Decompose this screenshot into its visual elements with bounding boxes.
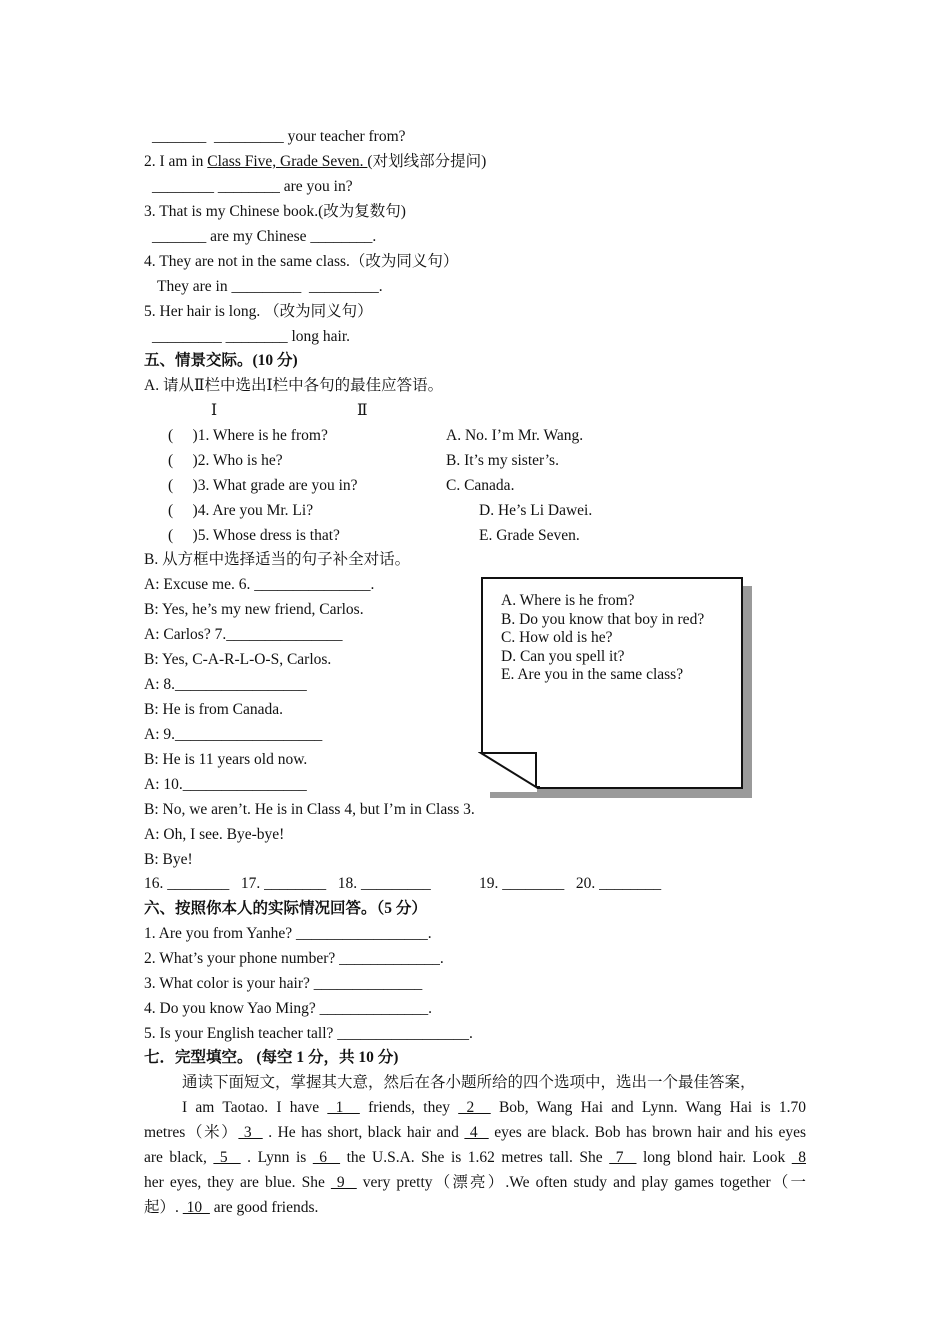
match-question-5: ( )5. Whose dress is that? <box>168 527 340 544</box>
box-option-c: C. How old is he? <box>501 629 613 646</box>
cloze-line-1: I am Taotao. I have 1 friends, they 2 Bob, Wang Hai and Lynn. Wang Hai is 1.70 <box>182 1099 807 1116</box>
section5-title: 五、情景交际。(10 分) <box>144 352 298 369</box>
match-question-1: ( )1. Where is he from? <box>168 427 328 444</box>
personal-question-4: 4. Do you know Yao Ming? ______________. <box>144 1000 433 1017</box>
match-answer-d: D. He’s Li Dawei. <box>479 502 593 519</box>
section5-a-instruction: A. 请从Ⅱ栏中选出Ⅰ栏中各句的最佳应答语。 <box>144 377 444 394</box>
rewrite-item-2-blank: ________ ________ are you in? <box>152 178 353 195</box>
dialogue-line: B: He is 11 years old now. <box>144 751 308 768</box>
rewrite-item-5-blank: _________ ________ long hair. <box>152 328 351 345</box>
dialogue-line: A: 10.________________ <box>144 776 307 793</box>
rewrite-line-1-blank: _______ _________ your teacher from? <box>152 128 406 145</box>
cloze-line-3: are black, 5 . Lynn is 6 the U.S.A. She is 1.62 metres tall. She 7 long blond hair. Look 8 <box>144 1149 807 1166</box>
match-answer-e: E. Grade Seven. <box>479 527 580 544</box>
rewrite-item-3-blank: _______ are my Chinese ________. <box>152 228 377 245</box>
rewrite-item-3: 3. That is my Chinese book.(改为复数句) <box>144 203 406 220</box>
column-2-header: Ⅱ <box>357 402 368 419</box>
dialogue-line: B: Bye! <box>144 851 193 868</box>
cloze-line-2: metres（米） 3 . He has short, black hair and 4 eyes are black. Bob has brown hair and his eyes <box>144 1124 807 1141</box>
rewrite-item-2: 2. I am in Class Five, Grade Seven. (对划线部分提问) <box>144 153 487 170</box>
rewrite-item-4: 4. They are not in the same class.（改为同义句） <box>144 253 459 270</box>
personal-question-1: 1. Are you from Yanhe? _________________. <box>144 925 432 942</box>
box-option-d: D. Can you spell it? <box>501 647 625 665</box>
box-fold-corner <box>478 749 542 793</box>
answer-line-19-20: 19. ________ 20. ________ <box>479 875 662 892</box>
cloze-line-4: her eyes, they are blue. She 9 very pretty（漂亮）.We often study and play games together（一 <box>144 1174 806 1191</box>
match-answer-c: C. Canada. <box>446 477 515 494</box>
dialogue-line: B: Yes, C-A-R-L-O-S, Carlos. <box>144 651 332 668</box>
dialogue-line: A: 9.___________________ <box>144 726 323 743</box>
box-option-e: E. Are you in the same class? <box>501 666 684 683</box>
section7-instruction: 通读下面短文，掌握其大意，然后在各小题所给的四个选项中，选出一个最佳答案， <box>182 1074 756 1091</box>
box-option-b: B. Do you know that boy in red? <box>501 610 705 628</box>
dialogue-line: A: 8._________________ <box>144 676 307 693</box>
personal-question-2: 2. What’s your phone number? _____________. <box>144 950 444 967</box>
cloze-line-5: 起）. 10 are good friends. <box>144 1199 319 1216</box>
box-option-a: A. Where is he from? <box>501 592 635 609</box>
section5-b-instruction: B. 从方框中选择适当的句子补全对话。 <box>144 551 411 568</box>
rewrite-item-4-blank: They are in _________ _________. <box>157 278 383 295</box>
section7-title: 七．完型填空。 (每空 1 分，共 10 分) <box>144 1049 399 1066</box>
dialogue-line: B: He is from Canada. <box>144 701 284 718</box>
match-question-2: ( )2. Who is he? <box>168 452 283 469</box>
dialogue-line: A: Carlos? 7._______________ <box>144 626 343 643</box>
match-answer-a: A. No. I’m Mr. Wang. <box>446 427 584 444</box>
column-1-header: Ⅰ <box>211 402 218 419</box>
match-answer-b: B. It’s my sister’s. <box>446 452 559 469</box>
dialogue-line: B: Yes, he’s my new friend, Carlos. <box>144 601 364 618</box>
dialogue-line: A: Oh, I see. Bye-bye! <box>144 826 285 843</box>
rewrite-item-5: 5. Her hair is long. （改为同义句） <box>144 303 373 320</box>
dialogue-line: A: Excuse me. 6. _______________. <box>144 576 375 593</box>
match-question-3: ( )3. What grade are you in? <box>168 477 358 494</box>
personal-question-3: 3. What color is your hair? ______________ <box>144 975 423 992</box>
match-question-4: ( )4. Are you Mr. Li? <box>168 502 314 519</box>
dialogue-line: B: No, we aren’t. He is in Class 4, but I’m in Class 3. <box>144 801 475 818</box>
section6-title: 六、按照你本人的实际情况回答。（5 分） <box>144 900 427 917</box>
personal-question-5: 5. Is your English teacher tall? _________________. <box>144 1025 473 1042</box>
answer-line-16-18: 16. ________ 17. ________ 18. _________ <box>144 875 431 892</box>
